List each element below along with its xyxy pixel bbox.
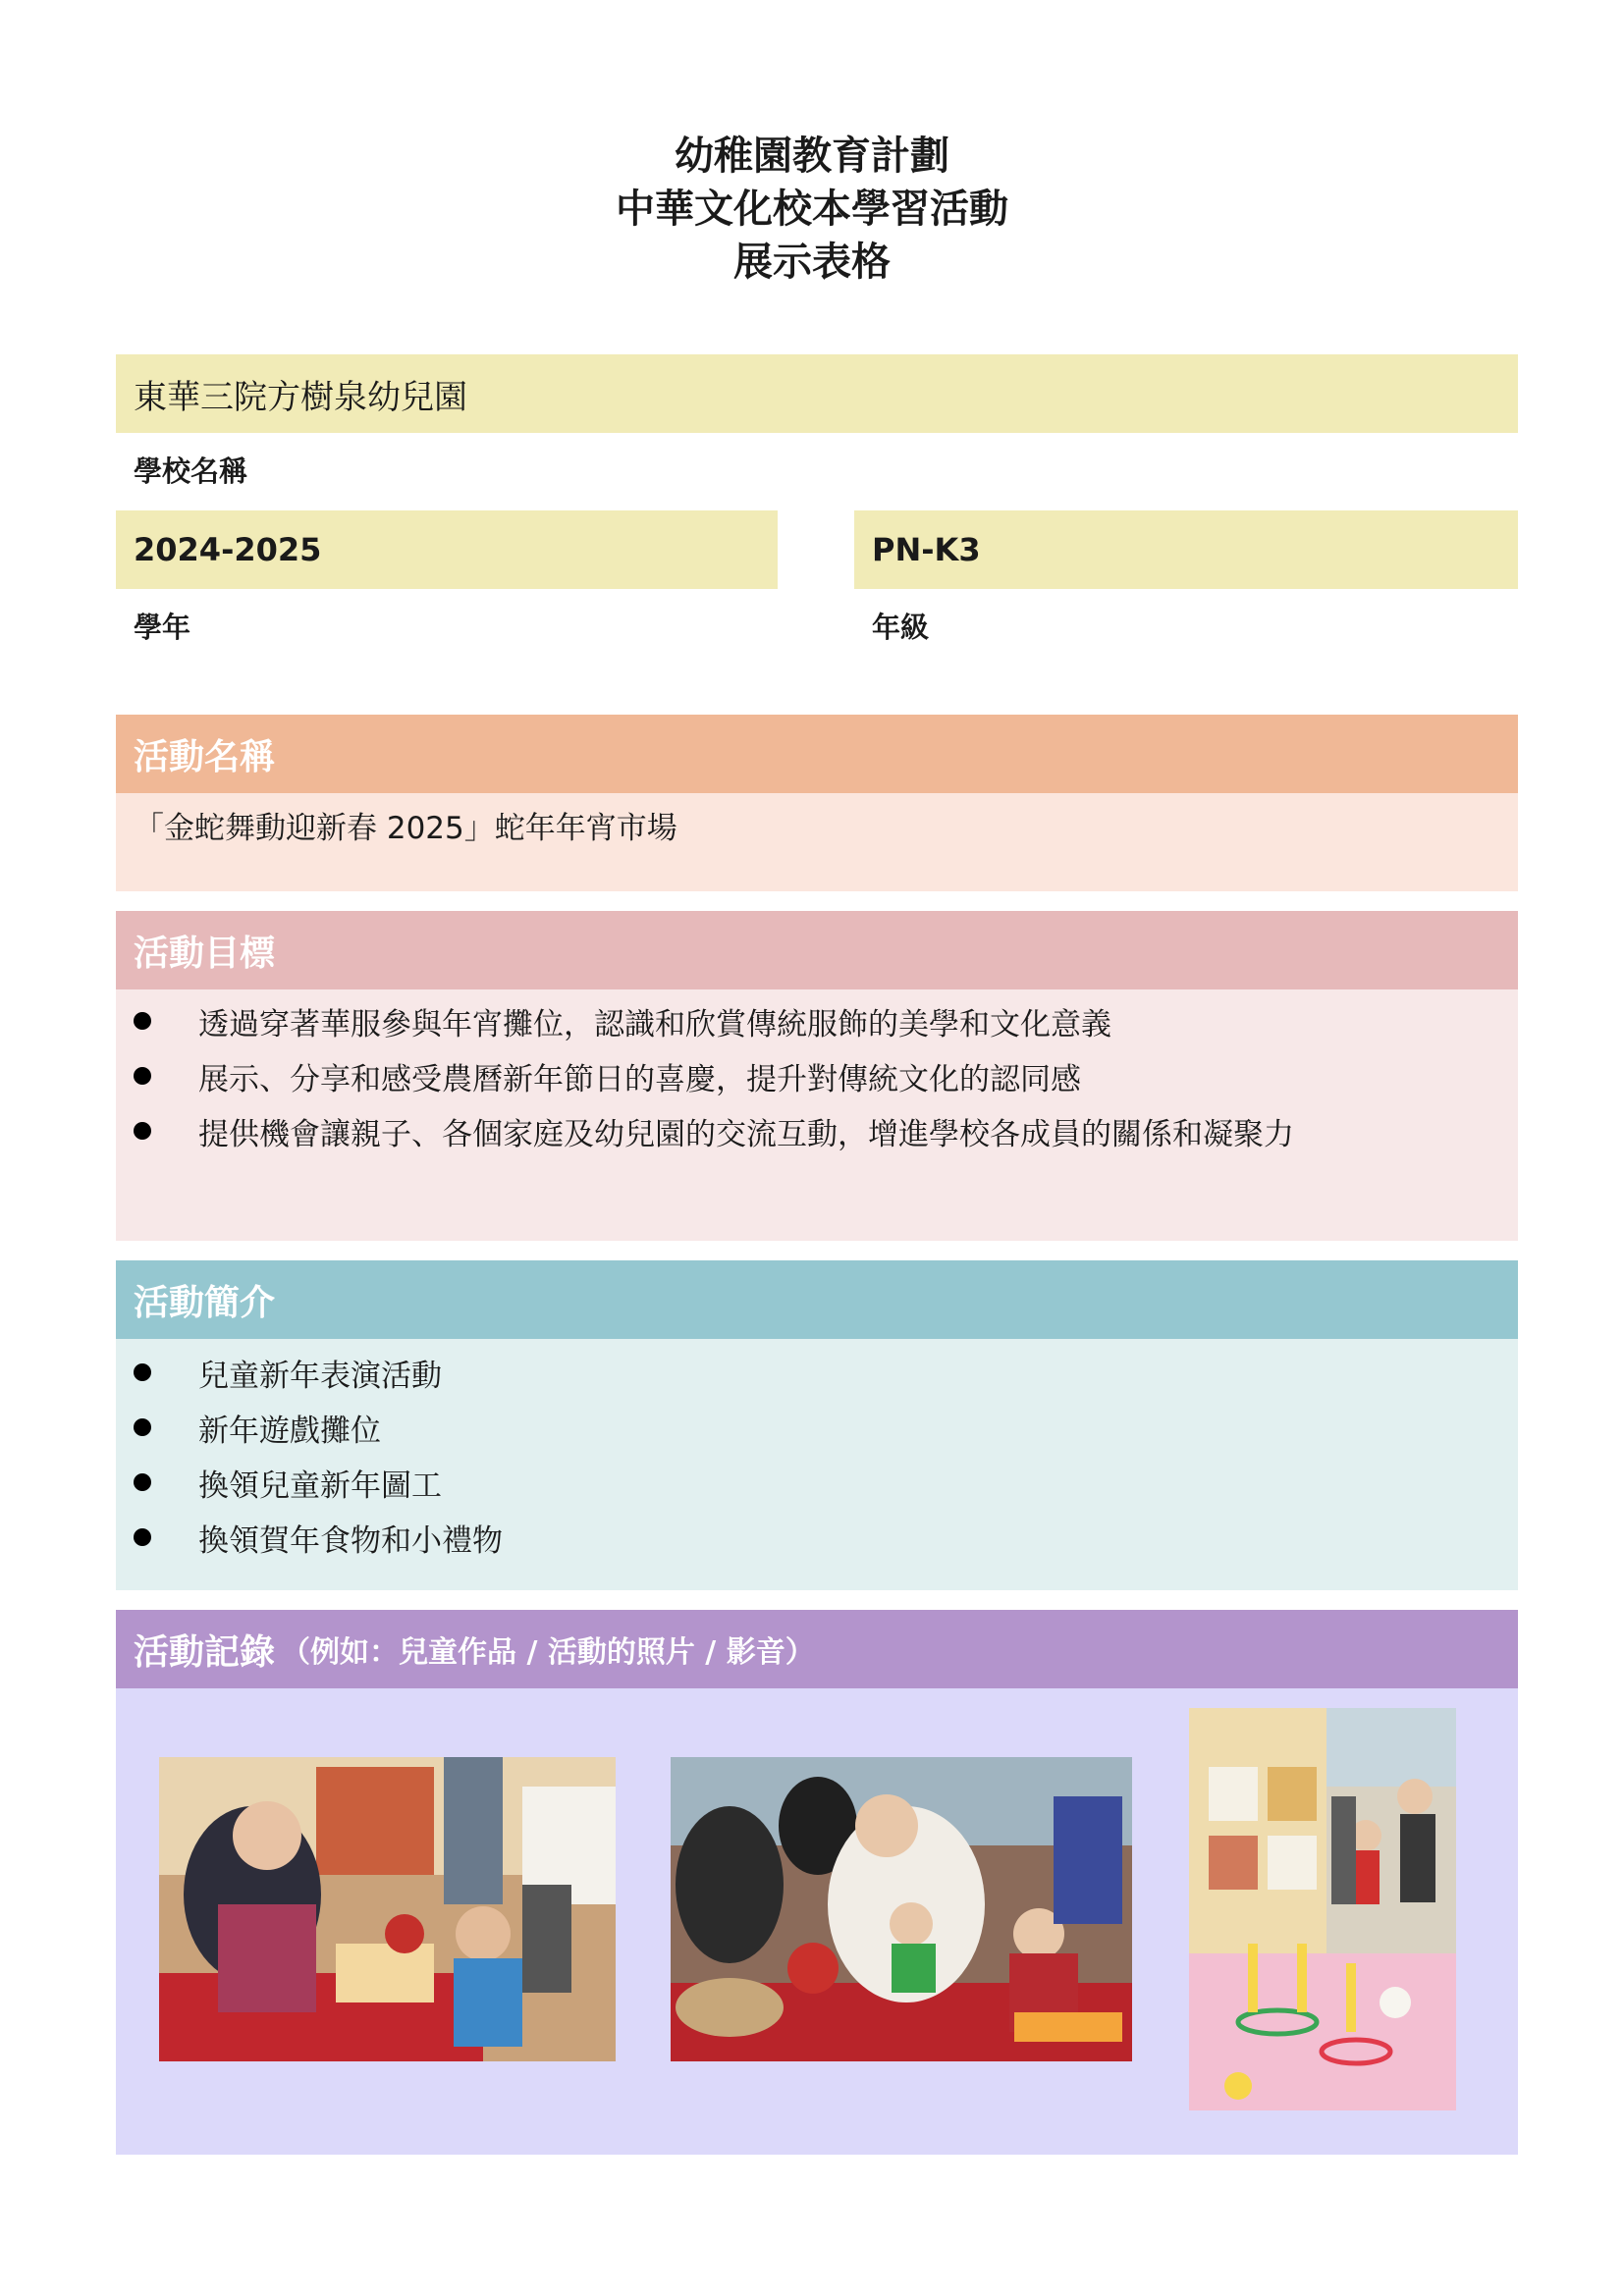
photo-crowd-at-stall (671, 1757, 1132, 2061)
bullet-icon (134, 1363, 151, 1381)
school-year-label: 學年 (134, 611, 191, 644)
summary-heading (116, 1260, 1518, 1339)
activity-photo-2 (671, 1757, 1132, 2061)
list-item-text: 提供機會讓親子、各個家庭及幼兒園的交流互動，增進學校各成員的關係和凝聚力 (198, 1116, 1294, 1152)
school-year-value: 2024-2025 (134, 531, 322, 568)
list-item (116, 1345, 1518, 1400)
school-name-label: 學校名稱 (134, 454, 248, 488)
list-item-text: 換領賀年食物和小禮物 (198, 1522, 503, 1559)
grade-label: 年級 (872, 611, 930, 644)
list-item-text: 兒童新年表演活動 (198, 1358, 442, 1394)
list-item (116, 1400, 1518, 1455)
list-item (116, 993, 1518, 1048)
bullet-icon (134, 1122, 151, 1140)
records-heading (116, 1610, 1518, 1688)
records-section (116, 1688, 1518, 2155)
list-item (116, 1048, 1518, 1103)
bullet-icon (134, 1012, 151, 1030)
grade-value: PN-K3 (872, 531, 981, 568)
objectives-heading (116, 911, 1518, 989)
records-heading-text: 活動記錄 (134, 1631, 276, 1673)
objectives-heading-text: 活動目標 (134, 933, 276, 974)
title-line-2: 中華文化校本學習活動 (616, 187, 1008, 232)
summary-list (116, 1345, 1518, 1565)
title-line-3: 展示表格 (733, 240, 891, 285)
objectives-list (116, 993, 1518, 1158)
list-item-text: 換領兒童新年圖工 (198, 1468, 442, 1504)
list-item (116, 1510, 1518, 1565)
photo-game-booth (1189, 1708, 1456, 2110)
grade-field[interactable] (854, 510, 1518, 589)
school-name-value: 東華三院方樹泉幼兒園 (134, 377, 467, 417)
photo-teacher-child-stall (159, 1757, 616, 2061)
title-line-1: 幼稚園教育計劃 (675, 133, 949, 179)
objectives-section (116, 989, 1518, 1241)
school-name-field[interactable] (116, 354, 1518, 433)
list-item-text: 展示、分享和感受農曆新年節日的喜慶，提升對傳統文化的認同感 (198, 1061, 1081, 1097)
summary-heading-text: 活動簡介 (134, 1282, 276, 1323)
bullet-icon (134, 1473, 151, 1491)
list-item (116, 1455, 1518, 1510)
activity-name-value: 「金蛇舞動迎新春 2025」蛇年年宵市場 (134, 810, 677, 846)
activity-name-heading (116, 715, 1518, 793)
page-title (0, 130, 1624, 289)
activity-photo-1 (159, 1757, 616, 2061)
bullet-icon (134, 1067, 151, 1085)
school-year-field[interactable] (116, 510, 778, 589)
records-subheading-text: （例如：兒童作品 / 活動的照片 / 影音） (281, 1635, 815, 1670)
list-item-text: 新年遊戲攤位 (198, 1413, 381, 1449)
list-item (116, 1103, 1518, 1158)
activity-name-heading-text: 活動名稱 (134, 736, 276, 777)
activity-photo-3 (1189, 1708, 1456, 2110)
bullet-icon (134, 1418, 151, 1436)
list-item-text: 透過穿著華服參與年宵攤位，認識和欣賞傳統服飾的美學和文化意義 (198, 1006, 1111, 1042)
activity-name-section (116, 793, 1518, 891)
summary-section (116, 1339, 1518, 1590)
bullet-icon (134, 1528, 151, 1546)
